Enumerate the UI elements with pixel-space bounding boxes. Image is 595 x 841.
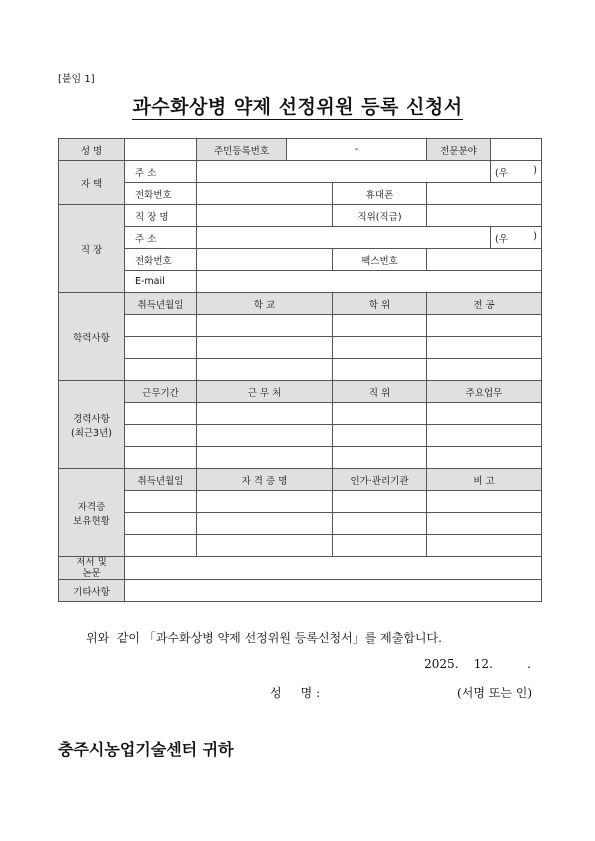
education-row <box>59 359 542 381</box>
cert-cell[interactable] <box>197 491 333 513</box>
edu-header: 취득년월일 <box>125 293 197 315</box>
edu-header: 전 공 <box>427 293 542 315</box>
cert-cell[interactable] <box>125 535 197 557</box>
cert-cell[interactable] <box>125 513 197 535</box>
career-cell[interactable] <box>197 425 333 447</box>
field-label: 전문분야 <box>427 139 491 161</box>
cert-cell[interactable] <box>427 491 542 513</box>
name-field[interactable] <box>125 139 197 161</box>
row-papers <box>59 557 542 580</box>
cert-label: 자격증 보유현황 <box>59 469 125 557</box>
work-zip-field[interactable]: (우 ) <box>491 227 542 249</box>
career-row <box>59 425 542 447</box>
edu-header: 학 교 <box>197 293 333 315</box>
edu-cell[interactable] <box>197 337 333 359</box>
cert-row <box>59 491 542 513</box>
home-phone-label: 전화번호 <box>125 183 197 205</box>
career-label: 경력사항 (최근3년) <box>59 381 125 469</box>
email-field[interactable] <box>197 271 542 293</box>
fax-label: 팩스번호 <box>333 249 427 271</box>
home-phone-field[interactable] <box>197 183 333 205</box>
application-form-table <box>58 138 542 602</box>
papers-label: 저서 및 논문 <box>59 557 125 580</box>
date-line: 2025. 12. . <box>424 657 531 671</box>
field-value[interactable] <box>491 139 542 161</box>
career-header: 근 무 처 <box>197 381 333 403</box>
row-etc <box>59 580 542 602</box>
etc-label: 기타사항 <box>59 580 125 602</box>
career-header: 직 위 <box>333 381 427 403</box>
edu-cell[interactable] <box>427 337 542 359</box>
career-cell[interactable] <box>333 403 427 425</box>
signature-line <box>270 684 532 701</box>
career-cell[interactable] <box>333 425 427 447</box>
edu-cell[interactable] <box>333 315 427 337</box>
home-address-field[interactable] <box>197 161 491 183</box>
etc-field[interactable] <box>125 580 542 602</box>
edu-cell[interactable] <box>125 337 197 359</box>
career-cell[interactable] <box>125 447 197 469</box>
work-address-field[interactable] <box>197 227 491 249</box>
career-cell[interactable] <box>125 425 197 447</box>
edu-cell[interactable] <box>333 359 427 381</box>
row-name <box>59 139 542 161</box>
edu-cell[interactable] <box>197 359 333 381</box>
cert-cell[interactable] <box>197 513 333 535</box>
row-work-phone <box>59 249 542 271</box>
career-cell[interactable] <box>427 403 542 425</box>
fax-field[interactable] <box>427 249 542 271</box>
home-address-label: 주 소 <box>125 161 197 183</box>
addressee: 충주시농업기술센터 귀하 <box>58 740 234 759</box>
declaration-text: 위와 같이 「과수화상병 약제 선정위원 등록신청서」를 제출합니다. <box>86 631 442 645</box>
rrn-field[interactable]: - <box>287 139 427 161</box>
row-education-header <box>59 293 542 315</box>
cert-cell[interactable] <box>333 513 427 535</box>
row-company <box>59 205 542 227</box>
name-label: 성 명 <box>59 139 125 161</box>
edu-cell[interactable] <box>125 359 197 381</box>
career-cell[interactable] <box>427 447 542 469</box>
cert-cell[interactable] <box>333 535 427 557</box>
work-phone-label: 전화번호 <box>125 249 197 271</box>
career-cell[interactable] <box>125 403 197 425</box>
career-cell[interactable] <box>427 425 542 447</box>
cert-header: 비 고 <box>427 469 542 491</box>
form-title: 과수화상병 약제 선정위원 등록 신청서 <box>132 96 463 118</box>
career-cell[interactable] <box>197 403 333 425</box>
edu-header: 학 위 <box>333 293 427 315</box>
cert-header: 인가·관리기관 <box>333 469 427 491</box>
edu-cell[interactable] <box>197 315 333 337</box>
career-row <box>59 447 542 469</box>
workplace-label: 직 장 <box>59 205 125 293</box>
email-label: E-mail <box>125 271 197 293</box>
home-zip-field[interactable]: (우 ) <box>491 161 542 183</box>
row-email <box>59 271 542 293</box>
row-career-header <box>59 381 542 403</box>
position-label: 직위(직급) <box>333 205 427 227</box>
row-cert-header <box>59 469 542 491</box>
cert-cell[interactable] <box>427 513 542 535</box>
row-work-address <box>59 227 542 249</box>
career-cell[interactable] <box>197 447 333 469</box>
cert-header: 자 격 증 명 <box>197 469 333 491</box>
papers-field[interactable] <box>125 557 542 580</box>
edu-cell[interactable] <box>333 337 427 359</box>
home-label: 자 택 <box>59 161 125 205</box>
attachment-label: [붙임 1] <box>58 74 95 85</box>
career-row <box>59 403 542 425</box>
edu-cell[interactable] <box>427 359 542 381</box>
edu-cell[interactable] <box>125 315 197 337</box>
mobile-label: 휴대폰 <box>333 183 427 205</box>
mobile-field[interactable] <box>427 183 542 205</box>
career-cell[interactable] <box>333 447 427 469</box>
rrn-label: 주민등록번호 <box>197 139 287 161</box>
sign-hint: (서명 또는 인) <box>457 686 532 700</box>
row-home-address <box>59 161 542 183</box>
sign-label: 성 명 : <box>270 686 321 700</box>
cert-cell[interactable] <box>333 491 427 513</box>
education-row <box>59 315 542 337</box>
position-field[interactable] <box>427 205 542 227</box>
edu-cell[interactable] <box>427 315 542 337</box>
cert-cell[interactable] <box>197 535 333 557</box>
education-row <box>59 337 542 359</box>
career-header: 주요업무 <box>427 381 542 403</box>
career-header: 근무기간 <box>125 381 197 403</box>
education-label: 학력사항 <box>59 293 125 381</box>
cert-row <box>59 513 542 535</box>
row-home-phone <box>59 183 542 205</box>
work-phone-field[interactable] <box>197 249 333 271</box>
company-field[interactable] <box>197 205 333 227</box>
cert-header: 취득년월일 <box>125 469 197 491</box>
work-address-label: 주 소 <box>125 227 197 249</box>
cert-cell[interactable] <box>125 491 197 513</box>
cert-row <box>59 535 542 557</box>
cert-cell[interactable] <box>427 535 542 557</box>
company-label: 직 장 명 <box>125 205 197 227</box>
